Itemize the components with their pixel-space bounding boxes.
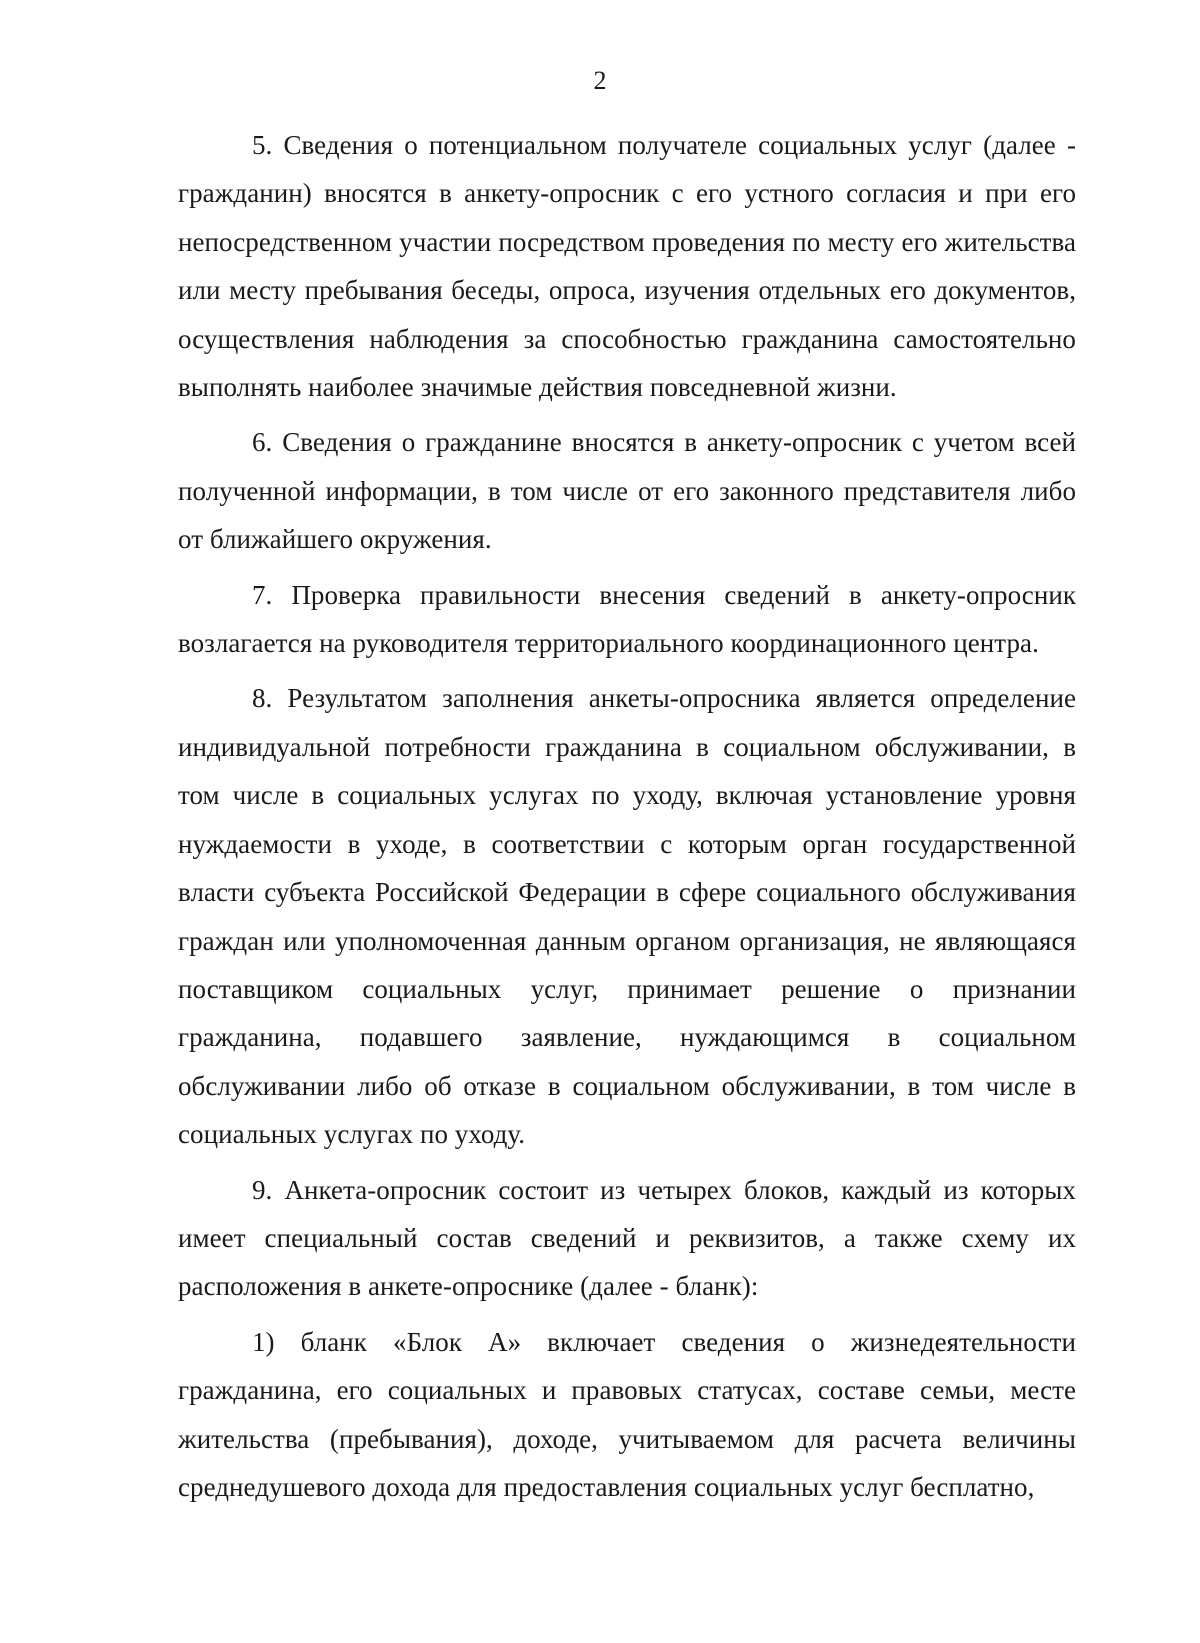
paragraph-item-7: 7. Проверка правильности внесения сведений в анкету-опросник возлагается на руководителя территориального координационного центра.: [178, 579, 1076, 659]
paragraph-item-8: 8. Результатом заполнения анкеты-опросника является определение индивидуальной потребности гражданина в социальном обслуживании, в том числе в социальных услугах по уходу, включая установление уровня нуждаемости в уходе, в соответствии с которым орган государственной власти субъекта Российской Федерации в сфере социального обслуживания граждан или уполномоченная данным органом организация, не являющаяся поставщиком социальных услуг, принимает решение о признании гражданина, подавшего заявление, нуждающимся в социальном обслуживании либо об отказе в социальном обслуживании, в том числе в социальных услугах по уходу.: [178, 683, 1076, 1150]
paragraph-subitem-1: 1) бланк «Блок А» включает сведения о жизнедеятельности гражданина, его социальных и правовых статусах, составе семьи, месте жительства (пребывания), доходе, учитываемом для расчета величины среднедушевого дохода для предоставления социальных услуг бесплатно,: [178, 1326, 1076, 1502]
paragraph-item-6: 6. Сведения о гражданине вносятся в анкету-опросник с учетом всей полученной информации, в том числе от его законного представителя либо от ближайшего окружения.: [178, 427, 1076, 555]
document-body: [178, 121, 1076, 1511]
paragraph-item-9: 9. Анкета-опросник состоит из четырех блоков, каждый из которых имеет специальный состав сведений и реквизитов, а также схему их расположения в анкете-опроснике (далее - бланк):: [178, 1174, 1076, 1302]
paragraph-item-5: 5. Сведения о потенциальном получателе социальных услуг (далее - гражданин) вносятся в анкету-опросник с его устного согласия и при его непосредственном участии посредством проведения по месту его жительства или месту пребывания беседы, опроса, изучения отдельных его документов, осуществления наблюдения за способностью гражданина самостоятельно выполнять наиболее значимые действия повседневной жизни.: [178, 130, 1076, 403]
page-number: 2: [593, 66, 607, 95]
